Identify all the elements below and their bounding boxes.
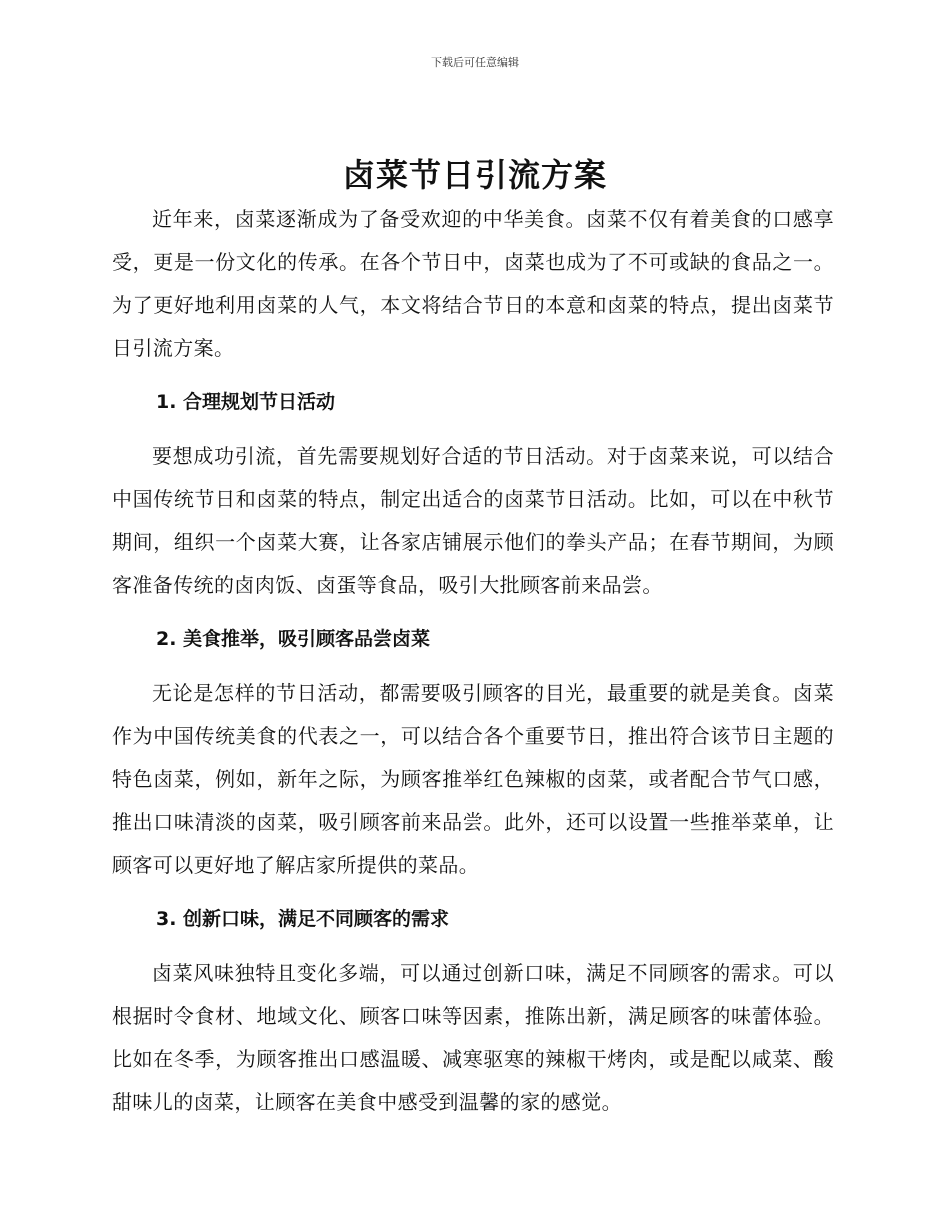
document-body [112,198,834,1124]
section-heading-1: 1. 合理规划节日活动 [156,391,336,413]
section-body-2: 无论是怎样的节日活动，都需要吸引顾客的目光，最重要的就是美食。卤菜作为中国传统美食的代表之一，可以结合各个重要节日，推出符合该节日主题的特色卤菜，例如，新年之际，为顾客推举红色辣椒的卤菜，或者配合节气口感，推出口味清淡的卤菜，吸引顾客前来品尝。此外，还可以设置一些推举菜单，让顾客可以更好地了解店家所提供的菜品。 [112,681,834,877]
section-body-1: 要想成功引流，首先需要规划好合适的节日活动。对于卤菜来说，可以结合中国传统节日和卤菜的特点，制定出适合的卤菜节日活动。比如，可以在中秋节期间，组织一个卤菜大赛，让各家店铺展示他们的拳头产品；在春节期间，为顾客准备传统的卤肉饭、卤蛋等食品，吸引大批顾客前来品尝。 [112,444,834,597]
section-heading-3: 3. 创新口味，满足不同顾客的需求 [156,908,450,930]
document-title: 卤菜节日引流方案 [342,156,607,194]
header-note: 下载后可任意编辑 [431,56,519,69]
intro-paragraph: 近年来，卤菜逐渐成为了备受欢迎的中华美食。卤菜不仅有着美食的口感享受，更是一份文化的传承。在各个节日中，卤菜也成为了不可或缺的食品之一。为了更好地利用卤菜的人气，本文将结合节日的本意和卤菜的特点，提出卤菜节日引流方案。 [112,207,834,360]
section-body-3: 卤菜风味独特且变化多端，可以通过创新口味，满足不同顾客的需求。可以根据时令食材、地域文化、顾客口味等因素，推陈出新，满足顾客的味蕾体验。比如在冬季，为顾客推出口感温暖、减寒驱寒的辣椒干烤肉，或是配以咸菜、酸甜味儿的卤菜，让顾客在美食中感受到温馨的家的感觉。 [112,961,834,1114]
section-heading-2: 2. 美食推举，吸引顾客品尝卤菜 [156,628,431,650]
